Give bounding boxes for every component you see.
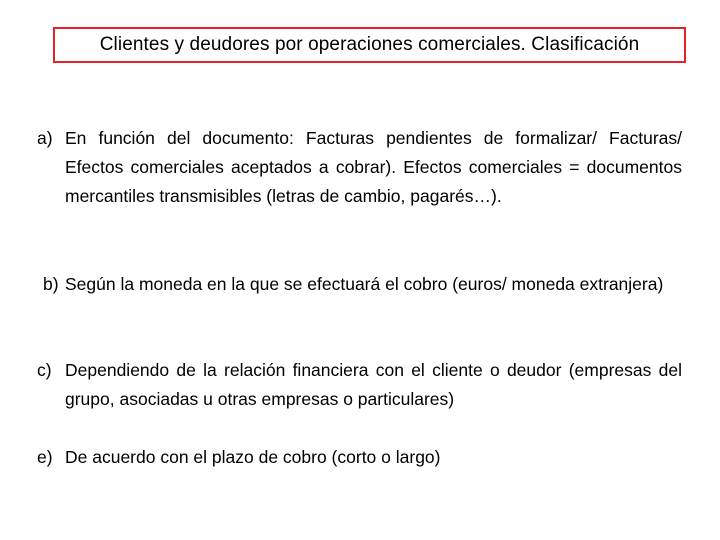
list-item-b	[43, 270, 682, 299]
list-item-c	[37, 356, 682, 414]
slide-title: Clientes y deudores por operaciones comerciales. Clasificación	[99, 34, 640, 55]
list-text-b: Según la moneda en la que se efectuará el cobro (euros/ moneda extranjera)	[65, 274, 664, 294]
list-marker-b: b)	[43, 274, 59, 294]
list-text-c: Dependiendo de la relación financiera con el cliente o deudor (empresas del grupo, asociadas u otras empresas o particulares)	[65, 360, 682, 409]
list-item-e	[37, 443, 682, 472]
list-marker-e: e)	[37, 447, 53, 467]
list-text-a: En función del documento: Facturas pendientes de formalizar/ Facturas/ Efectos comerciales aceptados a cobrar). Efectos comerciales = documentos mercantiles transmisibles (letras de cambio, pagarés…).	[65, 128, 682, 206]
title-box	[53, 27, 686, 63]
list-text-e: De acuerdo con el plazo de cobro (corto o largo)	[65, 447, 441, 467]
list-marker-c: c)	[37, 360, 52, 380]
list-marker-a: a)	[37, 128, 53, 148]
list-item-a	[37, 124, 682, 211]
